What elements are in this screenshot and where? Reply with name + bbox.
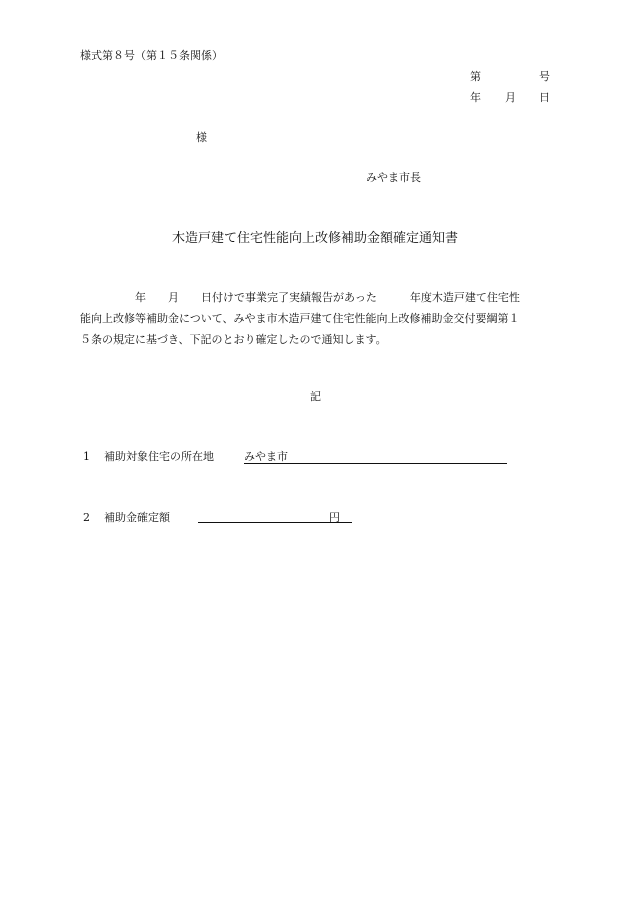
date-month: 月 xyxy=(505,91,516,104)
item-location-value: みやま市 xyxy=(244,450,288,463)
ki-heading: 記 xyxy=(310,390,321,403)
date-day: 日 xyxy=(539,91,550,104)
document-title: 木造戸建て住宅性能向上改修補助金額確定通知書 xyxy=(172,231,459,246)
item-amount-number: 2 xyxy=(83,511,90,524)
location-underline xyxy=(244,463,507,464)
form-number: 様式第８号（第１５条関係） xyxy=(80,49,223,62)
issuer: みやま市長 xyxy=(366,171,421,184)
body-line-1: 年 月 日付けで事業完了実績報告があった 年度木造戸建て住宅性 xyxy=(80,291,520,304)
date-year: 年 xyxy=(470,91,481,104)
doc-number-prefix: 第 xyxy=(470,70,481,83)
item-amount-label: 補助金確定額 xyxy=(104,511,170,524)
doc-number-suffix: 号 xyxy=(539,70,550,83)
body-line-3: ５条の規定に基づき、下記のとおり確定したので通知します。 xyxy=(80,333,387,346)
amount-underline xyxy=(198,522,352,523)
body-line-2: 能向上改修等補助金について、みやま市木造戸建て住宅性能向上改修補助金交付要綱第１ xyxy=(80,312,520,325)
item-amount-unit: 円 xyxy=(329,511,340,524)
item-location-number: 1 xyxy=(83,450,90,463)
item-location-label: 補助対象住宅の所在地 xyxy=(104,450,214,463)
recipient-suffix: 様 xyxy=(196,131,207,144)
